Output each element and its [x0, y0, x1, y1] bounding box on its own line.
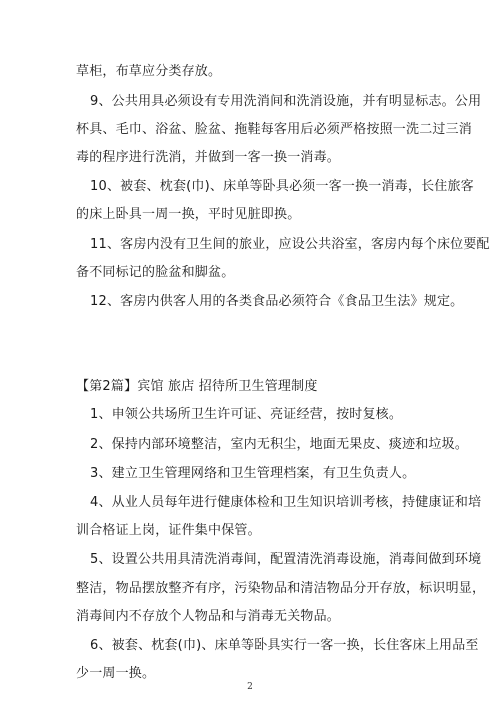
paragraph-line: 5、设置公共用具清洗消毒间，配置清洗消毒设施，消毒间做到环境: [90, 552, 482, 567]
section-heading: 【第2篇】宾馆 旅店 招待所卫生管理制度: [76, 379, 318, 394]
paragraph-line: 12、客房内供客人用的各类食品必须符合《食品卫生法》规定。: [90, 294, 464, 309]
paragraph-line: 2、保持内部环境整洁，室内无积尘，地面无果皮、痰迹和垃圾。: [90, 437, 469, 452]
page-number: 2: [247, 682, 253, 692]
paragraph-line: 1、申领公共场所卫生许可证、亮证经营，按时复核。: [90, 407, 403, 422]
paragraph-line: 10、被套、枕套(巾)、床单等卧具必须一客一换一消毒，长住旅客: [90, 179, 474, 194]
paragraph-line: 6、被套、枕套(巾)、床单等卧具实行一客一换，长住客床上用品至: [90, 638, 479, 653]
paragraph-line: 备不同标记的脸盆和脚盆。: [76, 265, 235, 280]
paragraph-line: 草柜，布草应分类存放。: [76, 64, 222, 79]
paragraph-line: 4、从业人员每年进行健康体检和卫生知识培训考核，持健康证和培: [90, 495, 482, 510]
paragraph-line: 少一周一换。: [76, 666, 156, 681]
paragraph-line: 3、建立卫生管理网络和卫生管理档案，有卫生负责人。: [90, 466, 416, 481]
paragraph-line: 的床上卧具一周一换，平时见脏即换。: [76, 207, 301, 222]
paragraph-line: 11、客房内没有卫生间的旅业，应设公共浴室，客房内每个床位要配: [90, 237, 490, 252]
paragraph-line: 9、公共用具必须设有专用洗消间和洗消设施，并有明显标志。公用: [90, 94, 482, 109]
paragraph-line: 杯具、毛巾、浴盆、脸盆、拖鞋每客用后必须严格按照一洗二过三消: [76, 122, 473, 137]
paragraph-line: 训合格证上岗，证件集中保管。: [76, 523, 261, 538]
paragraph-line: 毒的程序进行洗消，并做到一客一换一消毒。: [76, 150, 341, 165]
paragraph-line: 消毒间内不存放个人物品和与消毒无关物品。: [76, 609, 341, 624]
paragraph-line: 整洁，物品摆放整齐有序，污染物品和清洁物品分开存放，标识明显，: [76, 581, 486, 596]
